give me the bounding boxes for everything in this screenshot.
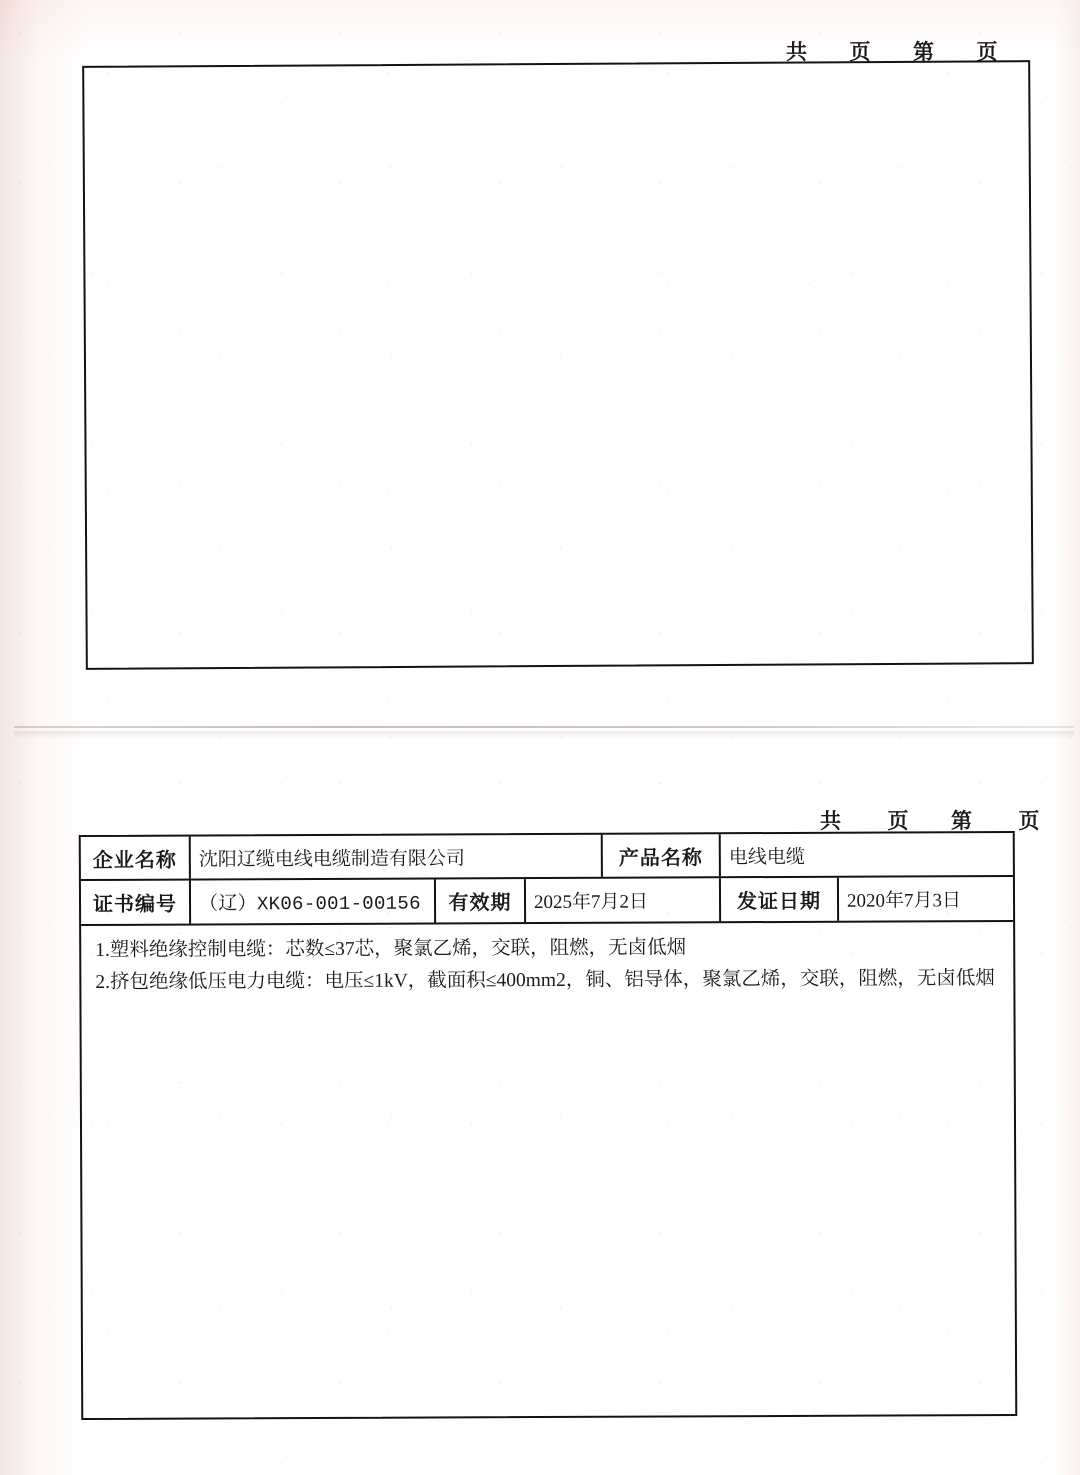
page-fold-shadow — [14, 731, 1074, 739]
label-company-name: 企业名称 — [81, 837, 191, 879]
certification-scope — [81, 922, 1013, 998]
scope-item-2: 2.挤包绝缘低压电力电缆：电压≤1kV，截面积≤400mm2，铜、铝导体，聚氯乙烯，交联，阻燃，无卤低烟 — [95, 967, 995, 993]
bottom-header-total-label: 共 — [820, 809, 843, 833]
label-certificate-number: 证书编号 — [81, 881, 191, 924]
label-product-name: 产品名称 — [603, 834, 721, 877]
top-page-blank-frame — [82, 60, 1034, 670]
value-certificate-number: （辽）XK06-001-00156 — [191, 879, 436, 923]
page-fold-line — [14, 726, 1074, 728]
value-valid-until: 2025年7月2日 — [526, 878, 721, 922]
bottom-header-page-unit: 页 — [1018, 809, 1042, 833]
top-header-no-label: 第 — [913, 40, 936, 64]
table-row — [81, 833, 1013, 881]
top-header-total-label: 共 — [786, 40, 809, 64]
bottom-header-total-unit: 页 — [887, 809, 911, 833]
scope-item-1: 1.塑料绝缘控制电缆：芯数≤37芯，聚氯乙烯，交联，阻燃，无卤低烟 — [95, 937, 687, 961]
label-issue-date: 发证日期 — [721, 878, 839, 922]
top-header-page-unit: 页 — [976, 40, 1000, 64]
table-row — [81, 877, 1013, 926]
bottom-header-no-label: 第 — [951, 809, 974, 833]
certificate-table — [79, 831, 1018, 1420]
value-product-name: 电线电缆 — [728, 846, 805, 868]
value-issue-date: 2020年7月3日 — [846, 890, 962, 912]
top-header-total-unit: 页 — [849, 40, 873, 64]
value-company-name: 沈阳辽缆电线电缆制造有限公司 — [191, 835, 603, 879]
label-valid-until: 有效期 — [436, 879, 526, 922]
